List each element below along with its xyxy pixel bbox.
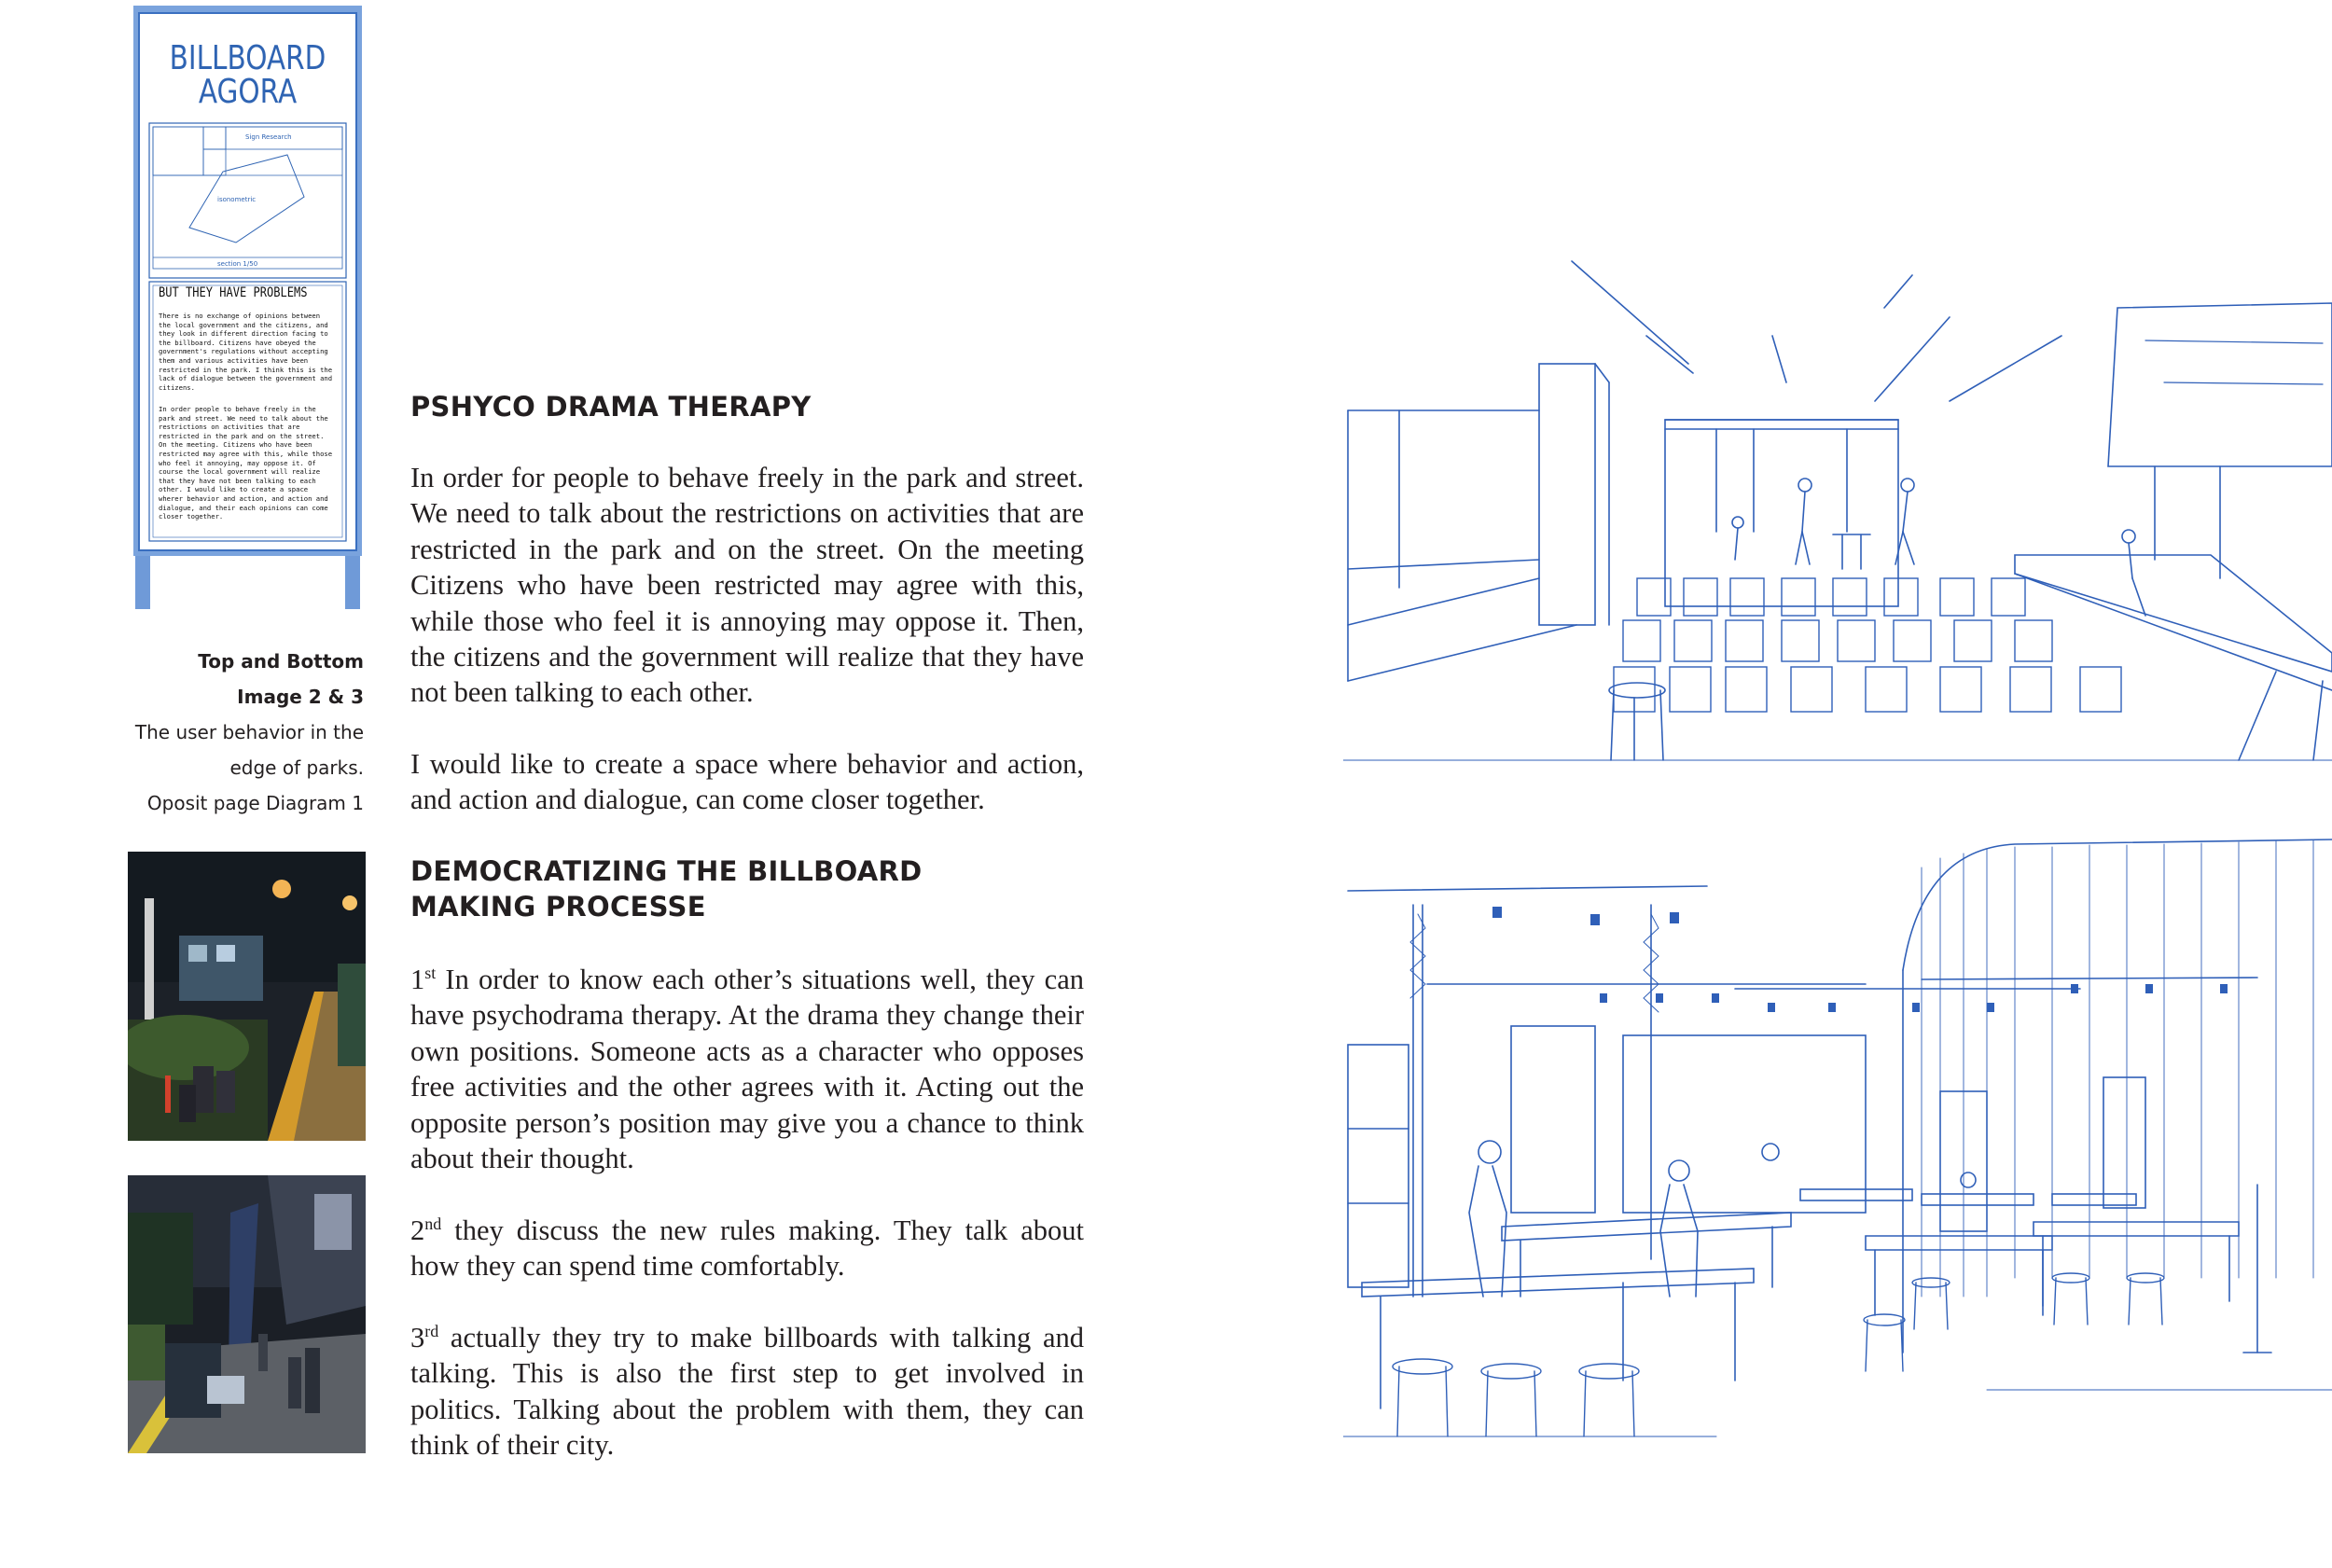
item1-ordinal: st — [424, 963, 437, 982]
problems-heading: BUT THEY HAVE PROBLEMS — [159, 285, 308, 300]
list-item-3 — [410, 1320, 1084, 1464]
photo-night-plaza — [128, 1175, 366, 1453]
caption-line-5: Oposit page Diagram 1 — [146, 792, 364, 814]
sketch-billboard-workshop — [1343, 812, 2332, 1446]
image-caption — [93, 644, 364, 821]
item3-ordinal: rd — [424, 1321, 439, 1340]
billboard-title-line2: AGORA — [198, 73, 298, 111]
heading-democratizing-billboard — [410, 853, 923, 924]
heading-democratizing-line2: MAKING PROCESSE — [410, 891, 706, 923]
label-isonometric: isonometric — [217, 196, 257, 203]
item3-number: 3 — [410, 1322, 425, 1353]
label-section: section 1/50 — [217, 260, 258, 268]
item2-text: they discuss the new rules making. They talk about how they can spend time comfortably. — [410, 1214, 1084, 1283]
caption-line-3: The user behavior in the — [134, 721, 364, 743]
caption-line-2: Image 2 & 3 — [237, 686, 364, 708]
heading-democratizing-line1: DEMOCRATIZING THE BILLBOARD — [410, 855, 923, 887]
paragraph-behavior-action: I would like to create a space where behavior and action, and action and dialogue, can come closer together. — [410, 748, 1084, 816]
problems-paragraph-2: In order people to behave freely in the park and street. We need to talk about the restrictions on activities that are restricted in the park and on the street. On the meeting. Citizens who have been restricted may agree with this, while those who feel it annoying, may oppose it. Of course the local government will realize that they have not been talking to each other. I would like to create a space wherer behavior and action, and action and dialogue, and their each opinions can come closer together. — [159, 405, 333, 521]
paragraph-psycho-drama: In order for people to behave freely in the park and street. We need to talk about the restrictions on activities that are restricted in the park and on the street. On the meeting Citizens who have been restricted may agree with this, while those who feel it is annoying may oppose it. Then, the citizens and the government will realize that they have not been talking to each other. — [410, 462, 1084, 709]
caption-line-4: edge of parks. — [229, 756, 364, 779]
billboard-title-line1: BILLBOARD — [169, 39, 326, 77]
label-sign-research: Sign Research — [245, 133, 292, 141]
problems-paragraph-1: There is no exchange of opinions between the local government and the citizens, and they look in different direction facing to the billboard. Citizens have obeyed the government's regulations without accepting them and various activities have been restricted in the park. I think this is the lack of dialogue between the government and citizens. — [159, 312, 333, 392]
item2-ordinal: nd — [424, 1214, 442, 1233]
sketch-drama-therapy-room — [1343, 252, 2332, 774]
item1-number: 1 — [410, 964, 425, 995]
list-item-1 — [410, 962, 1084, 1176]
heading-psycho-drama-therapy: PSHYCO DRAMA THERAPY — [410, 391, 812, 423]
photo-night-park-edge — [128, 852, 366, 1141]
item1-text: In order to know each other’s situations well, they can have psychodrama therapy. At the drama they change their own positions. Someone acts as a character who opposes free activities and the other agrees with it. Acting out the opposite person’s position may give you a chance to think about their thought. — [410, 964, 1084, 1175]
item3-text: actually they try to make billboards with talking and talking. This is also the first step to get involved in politics. Talking about the problem with them, they can think of their city. — [410, 1322, 1084, 1462]
billboard-agora-diagram — [133, 6, 362, 609]
item2-number: 2 — [410, 1214, 425, 1246]
list-item-2 — [410, 1213, 1084, 1284]
caption-line-1: Top and Bottom — [198, 650, 364, 673]
